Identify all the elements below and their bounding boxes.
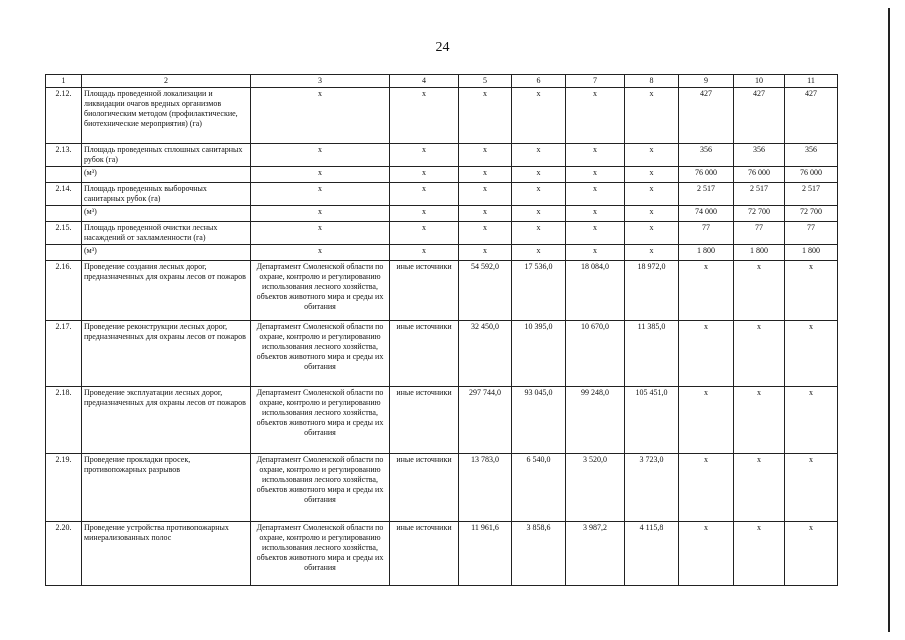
- program-activities-table: [45, 74, 838, 586]
- column-header: 1: [46, 75, 82, 88]
- column-header: 5: [459, 75, 512, 88]
- value-cell: 356: [734, 144, 785, 167]
- value-cell: x: [785, 522, 838, 586]
- value-cell: 3 520,0: [566, 454, 625, 522]
- row-number-cell: 2.16.: [46, 261, 82, 321]
- value-cell: x: [512, 167, 566, 183]
- activity-name-cell: (м³): [82, 245, 251, 261]
- value-cell: x: [679, 261, 734, 321]
- value-cell: 54 592,0: [459, 261, 512, 321]
- value-cell: 10 670,0: [566, 321, 625, 387]
- table-row: [46, 222, 838, 245]
- row-number-cell: [46, 206, 82, 222]
- value-cell: x: [566, 222, 625, 245]
- column-header: 6: [512, 75, 566, 88]
- activity-name-cell: Проведение эксплуатации лесных дорог, предназначенных для охраны лесов от пожаров: [82, 387, 251, 454]
- table-header-row: [46, 75, 838, 88]
- value-cell: x: [625, 144, 679, 167]
- value-cell: 10 395,0: [512, 321, 566, 387]
- value-cell: x: [625, 206, 679, 222]
- table-row: [46, 144, 838, 167]
- column-header: 4: [390, 75, 459, 88]
- executor-cell: Департамент Смоленской области по охране, контролю и регулированию использования лесного хозяйства, объектов животного мира и среды их обитания: [251, 522, 390, 586]
- page-edge-rule: [888, 8, 890, 632]
- activity-name-cell: Проведение устройства противопожарных минерализованных полос: [82, 522, 251, 586]
- table-row: [46, 261, 838, 321]
- page-number: 24: [435, 40, 450, 55]
- value-cell: x: [512, 144, 566, 167]
- row-number-cell: 2.14.: [46, 183, 82, 206]
- value-cell: 77: [679, 222, 734, 245]
- value-cell: x: [625, 222, 679, 245]
- value-cell: 2 517: [734, 183, 785, 206]
- value-cell: x: [625, 245, 679, 261]
- funding-source-cell: x: [390, 206, 459, 222]
- executor-cell: x: [251, 144, 390, 167]
- activity-name-cell: Площадь проведенной локализации и ликвидации очагов вредных организмов биологическим методом (профилактические, биотехнические мероприятия) (га): [82, 88, 251, 144]
- value-cell: 72 700: [734, 206, 785, 222]
- column-header: 9: [679, 75, 734, 88]
- row-number-cell: [46, 245, 82, 261]
- funding-source-cell: x: [390, 88, 459, 144]
- value-cell: x: [679, 522, 734, 586]
- value-cell: 356: [785, 144, 838, 167]
- value-cell: x: [679, 454, 734, 522]
- executor-cell: x: [251, 222, 390, 245]
- executor-cell: x: [251, 183, 390, 206]
- value-cell: 76 000: [785, 167, 838, 183]
- activity-name-cell: Площадь проведенных сплошных санитарных рубок (га): [82, 144, 251, 167]
- value-cell: 11 961,6: [459, 522, 512, 586]
- value-cell: 72 700: [785, 206, 838, 222]
- value-cell: x: [679, 387, 734, 454]
- table-row: [46, 522, 838, 586]
- column-header: 7: [566, 75, 625, 88]
- value-cell: x: [566, 167, 625, 183]
- executor-cell: x: [251, 206, 390, 222]
- value-cell: 427: [734, 88, 785, 144]
- value-cell: x: [625, 183, 679, 206]
- executor-cell: x: [251, 88, 390, 144]
- value-cell: 76 000: [679, 167, 734, 183]
- value-cell: 18 084,0: [566, 261, 625, 321]
- funding-source-cell: x: [390, 245, 459, 261]
- executor-cell: Департамент Смоленской области по охране, контролю и регулированию использования лесного хозяйства, объектов животного мира и среды их обитания: [251, 261, 390, 321]
- activity-name-cell: Проведение создания лесных дорог, предназначенных для охраны лесов от пожаров: [82, 261, 251, 321]
- row-number-cell: 2.15.: [46, 222, 82, 245]
- value-cell: x: [566, 88, 625, 144]
- value-cell: x: [459, 245, 512, 261]
- value-cell: x: [734, 321, 785, 387]
- value-cell: 2 517: [785, 183, 838, 206]
- executor-cell: Департамент Смоленской области по охране, контролю и регулированию использования лесного хозяйства, объектов животного мира и среды их обитания: [251, 454, 390, 522]
- value-cell: x: [734, 387, 785, 454]
- executor-cell: Департамент Смоленской области по охране, контролю и регулированию использования лесного хозяйства, объектов животного мира и среды их обитания: [251, 387, 390, 454]
- row-number-cell: 2.19.: [46, 454, 82, 522]
- value-cell: x: [512, 245, 566, 261]
- value-cell: x: [625, 88, 679, 144]
- value-cell: 2 517: [679, 183, 734, 206]
- table-row: [46, 321, 838, 387]
- value-cell: x: [459, 88, 512, 144]
- column-header: 2: [82, 75, 251, 88]
- value-cell: 356: [679, 144, 734, 167]
- activity-name-cell: (м³): [82, 167, 251, 183]
- value-cell: x: [566, 245, 625, 261]
- funding-source-cell: x: [390, 167, 459, 183]
- row-number-cell: 2.13.: [46, 144, 82, 167]
- table-row: [46, 167, 838, 183]
- row-number-cell: 2.20.: [46, 522, 82, 586]
- value-cell: x: [566, 144, 625, 167]
- value-cell: x: [459, 167, 512, 183]
- funding-source-cell: иные источники: [390, 321, 459, 387]
- value-cell: 427: [679, 88, 734, 144]
- column-header: 10: [734, 75, 785, 88]
- funding-source-cell: x: [390, 222, 459, 245]
- table-row: [46, 454, 838, 522]
- value-cell: 11 385,0: [625, 321, 679, 387]
- value-cell: x: [512, 206, 566, 222]
- row-number-cell: 2.18.: [46, 387, 82, 454]
- column-header: 11: [785, 75, 838, 88]
- value-cell: x: [785, 454, 838, 522]
- value-cell: 6 540,0: [512, 454, 566, 522]
- value-cell: x: [734, 522, 785, 586]
- table-row: [46, 245, 838, 261]
- funding-source-cell: x: [390, 144, 459, 167]
- value-cell: x: [512, 88, 566, 144]
- value-cell: x: [625, 167, 679, 183]
- executor-cell: x: [251, 245, 390, 261]
- value-cell: 1 800: [679, 245, 734, 261]
- table-row: [46, 387, 838, 454]
- value-cell: x: [679, 321, 734, 387]
- value-cell: x: [734, 261, 785, 321]
- value-cell: x: [785, 387, 838, 454]
- value-cell: 74 000: [679, 206, 734, 222]
- value-cell: x: [459, 206, 512, 222]
- value-cell: 76 000: [734, 167, 785, 183]
- value-cell: 1 800: [734, 245, 785, 261]
- activity-name-cell: Проведение реконструкции лесных дорог, предназначенных для охраны лесов от пожаров: [82, 321, 251, 387]
- value-cell: 17 536,0: [512, 261, 566, 321]
- funding-source-cell: иные источники: [390, 387, 459, 454]
- column-header: 3: [251, 75, 390, 88]
- value-cell: 1 800: [785, 245, 838, 261]
- value-cell: 3 858,6: [512, 522, 566, 586]
- row-number-cell: 2.17.: [46, 321, 82, 387]
- value-cell: x: [734, 454, 785, 522]
- value-cell: x: [459, 183, 512, 206]
- value-cell: 4 115,8: [625, 522, 679, 586]
- value-cell: 32 450,0: [459, 321, 512, 387]
- value-cell: 99 248,0: [566, 387, 625, 454]
- value-cell: x: [785, 261, 838, 321]
- value-cell: 105 451,0: [625, 387, 679, 454]
- value-cell: 93 045,0: [512, 387, 566, 454]
- table-body: [46, 75, 838, 586]
- activity-name-cell: Проведение прокладки просек, противопожарных разрывов: [82, 454, 251, 522]
- funding-source-cell: x: [390, 183, 459, 206]
- table-row: [46, 88, 838, 144]
- funding-source-cell: иные источники: [390, 261, 459, 321]
- value-cell: x: [566, 183, 625, 206]
- executor-cell: x: [251, 167, 390, 183]
- activity-name-cell: Площадь проведенных выборочных санитарных рубок (га): [82, 183, 251, 206]
- value-cell: 77: [734, 222, 785, 245]
- column-header: 8: [625, 75, 679, 88]
- value-cell: x: [785, 321, 838, 387]
- value-cell: 77: [785, 222, 838, 245]
- value-cell: 18 972,0: [625, 261, 679, 321]
- value-cell: x: [512, 222, 566, 245]
- value-cell: x: [459, 222, 512, 245]
- funding-source-cell: иные источники: [390, 522, 459, 586]
- value-cell: 3 987,2: [566, 522, 625, 586]
- funding-source-cell: иные источники: [390, 454, 459, 522]
- row-number-cell: [46, 167, 82, 183]
- activity-name-cell: (м³): [82, 206, 251, 222]
- row-number-cell: 2.12.: [46, 88, 82, 144]
- value-cell: x: [566, 206, 625, 222]
- activity-name-cell: Площадь проведенной очистки лесных насаждений от захламленности (га): [82, 222, 251, 245]
- table-row: [46, 183, 838, 206]
- value-cell: x: [512, 183, 566, 206]
- value-cell: 427: [785, 88, 838, 144]
- value-cell: 297 744,0: [459, 387, 512, 454]
- value-cell: 3 723,0: [625, 454, 679, 522]
- value-cell: 13 783,0: [459, 454, 512, 522]
- value-cell: x: [459, 144, 512, 167]
- executor-cell: Департамент Смоленской области по охране, контролю и регулированию использования лесного хозяйства, объектов животного мира и среды их обитания: [251, 321, 390, 387]
- table-row: [46, 206, 838, 222]
